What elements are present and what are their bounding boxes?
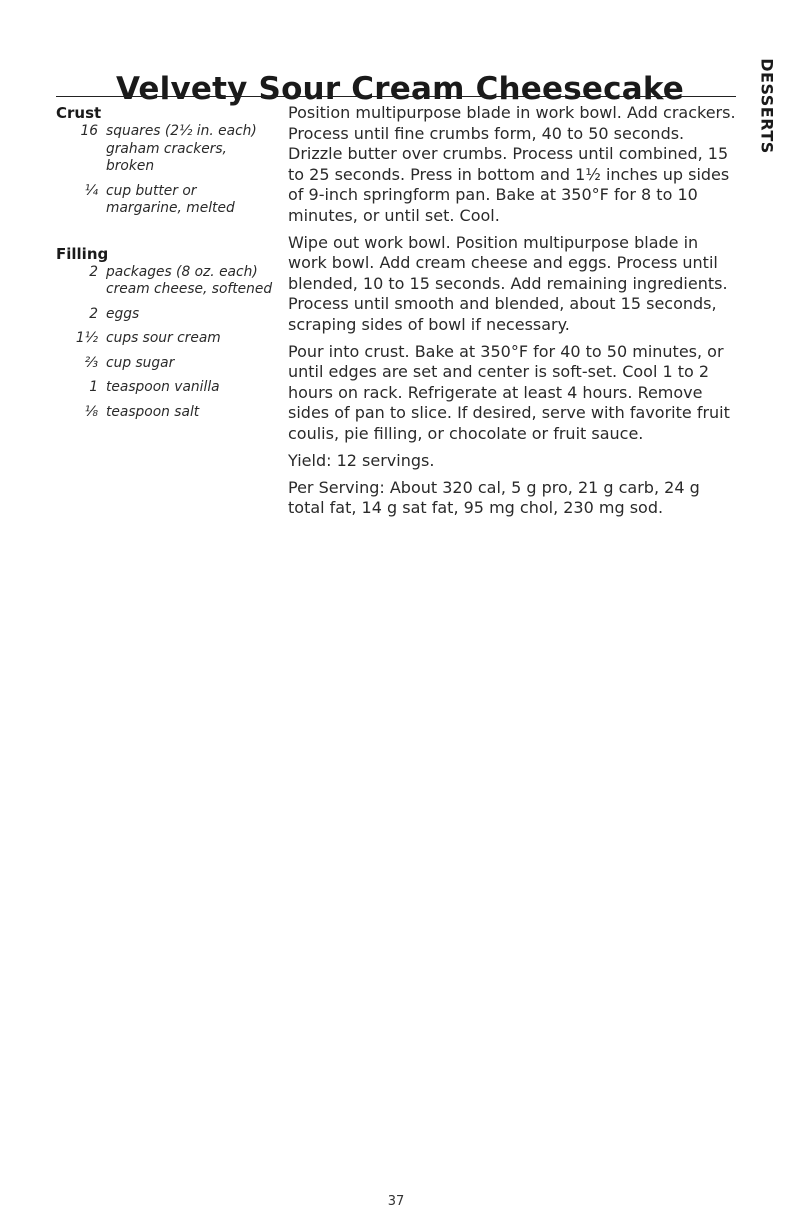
instruction-step: Wipe out work bowl. Position multipurpose blade in work bowl. Add cream cheese and eggs. Process until blended, 10 to 15 seconds. Add remaining ingredients. Process until smooth and blended, about 15 seconds, scraping sides of bowl if necessary. [288,232,728,334]
ingredient-item [56,306,276,324]
ingredient-quantity: 1½ [75,330,98,346]
recipe-title: Velvety Sour Cream Cheesecake [115,70,685,107]
ingredient-quantity: ⅛ [84,403,98,420]
ingredient-name: teaspoon vanilla [106,379,220,395]
ingredient-item [56,355,276,373]
ingredient-name: teaspoon salt [106,403,200,420]
ingredient-quantity: ⅔ [84,354,98,371]
ingredient-quantity: ¼ [84,182,98,199]
page-number: 37 [387,1194,405,1209]
ingredient-item [56,379,276,397]
ingredients-column [56,104,276,428]
ingredient-name: squares (2½ in. each) graham crackers, broken [106,123,257,174]
title-divider [56,96,736,97]
ingredient-name: cup sugar [106,354,175,371]
ingredient-item [56,123,276,176]
ingredient-quantity: 2 [89,263,98,280]
ingredient-quantity: 1 [89,379,98,395]
nutrition-text: Per Serving: About 320 cal, 5 g pro, 21 g carb, 24 g total fat, 14 g sat fat, 95 mg chol, 230 mg sod. [288,477,700,517]
ingredient-quantity: 16 [80,123,98,139]
ingredient-quantity: 2 [89,305,98,322]
ingredient-item [56,330,276,348]
crust-heading: Crust [56,104,102,122]
ingredient-name: cup butter or margarine, melted [106,182,235,216]
filling-ingredient-list [56,264,276,422]
ingredient-item [56,404,276,422]
section-tab-label: DESSERTS [757,58,777,154]
ingredient-name: eggs [106,305,140,322]
crust-ingredient-list [56,123,276,218]
yield-text: Yield: 12 servings. [288,450,435,470]
instruction-step: Position multipurpose blade in work bowl. Add crackers. Process until fine crumbs form, 40 to 50 seconds. Drizzle butter over crumbs. Process until combined, 15 to 25 seconds. Press in bottom and 1½ inches up sides of 9-inch springform pan. Bake at 350°F for 8 to 10 minutes, or until set. Cool. [288,103,736,225]
instruction-step: Pour into crust. Bake at 350°F for 40 to 50 minutes, or until edges are set and center is soft-set. Cool 1 to 2 hours on rack. Refrigerate at least 4 hours. Remove sides of pan to slice. If desired, serve with favorite fruit coulis, pie filling, or chocolate or fruit sauce. [288,341,730,443]
ingredient-name: packages (8 oz. each) cream cheese, softened [106,263,273,297]
section-tab [752,56,782,156]
ingredient-item [56,183,276,218]
ingredient-name: cups sour cream [106,330,221,346]
instructions-column [288,103,740,525]
filling-section [56,245,276,422]
crust-section [56,104,276,218]
filling-heading: Filling [56,244,109,263]
ingredient-item [56,264,276,299]
